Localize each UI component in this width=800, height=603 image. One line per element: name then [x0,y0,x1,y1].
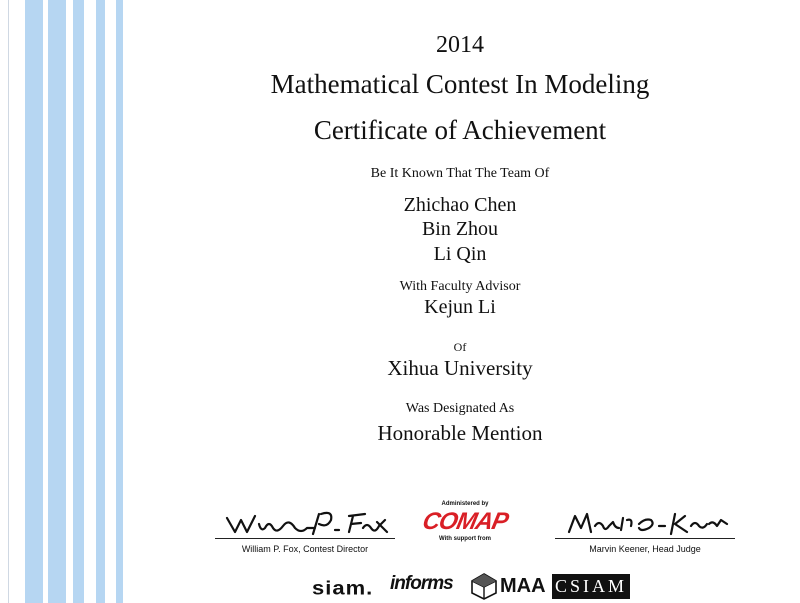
administered-label: Administered by [441,501,489,507]
director-signature-block [215,506,395,554]
known-label: Be It Known That The Team Of [370,166,550,181]
maa-logo: MAA [500,575,546,597]
stripe-1 [25,0,43,603]
director-signature [215,506,395,536]
signature-line [215,538,395,539]
faculty-advisor: Kejun Li [424,296,496,318]
csiam-logo: CSIAM [552,574,630,599]
support-label: With support from [439,536,491,542]
certificate-title: Certificate of Achievement [313,115,607,145]
designated-label: Was Designated As [405,401,515,416]
team-member: Bin Zhou [421,218,499,240]
of-label: Of [453,340,467,354]
university-name: Xihua University [387,356,533,380]
siam-logo: siam. [312,576,374,599]
stripe-3 [73,0,84,603]
advisor-label: With Faculty Advisor [399,279,521,294]
stripe-2 [48,0,66,603]
team-member: Zhichao Chen [403,194,517,216]
comap-logo: COMAP [420,508,511,535]
maa-polyhedron-icon [470,572,498,600]
stripe-4 [96,0,105,603]
stripe-5 [116,0,123,603]
sponsor-logos [0,572,800,603]
award-name: Honorable Mention [377,421,543,445]
judge-signature [555,506,735,536]
informs-logo: informs [390,573,453,594]
comap-logo-block [420,501,510,542]
director-caption: William P. Fox, Contest Director [241,544,369,554]
judge-caption: Marvin Keener, Head Judge [589,544,701,554]
page-edge-line [8,0,9,603]
decorative-stripes [0,0,140,603]
judge-signature-block [555,506,735,554]
contest-name: Mathematical Contest In Modeling [270,69,650,99]
signature-line [555,538,735,539]
team-member: Li Qin [433,243,487,265]
contest-year: 2014 [436,32,484,58]
